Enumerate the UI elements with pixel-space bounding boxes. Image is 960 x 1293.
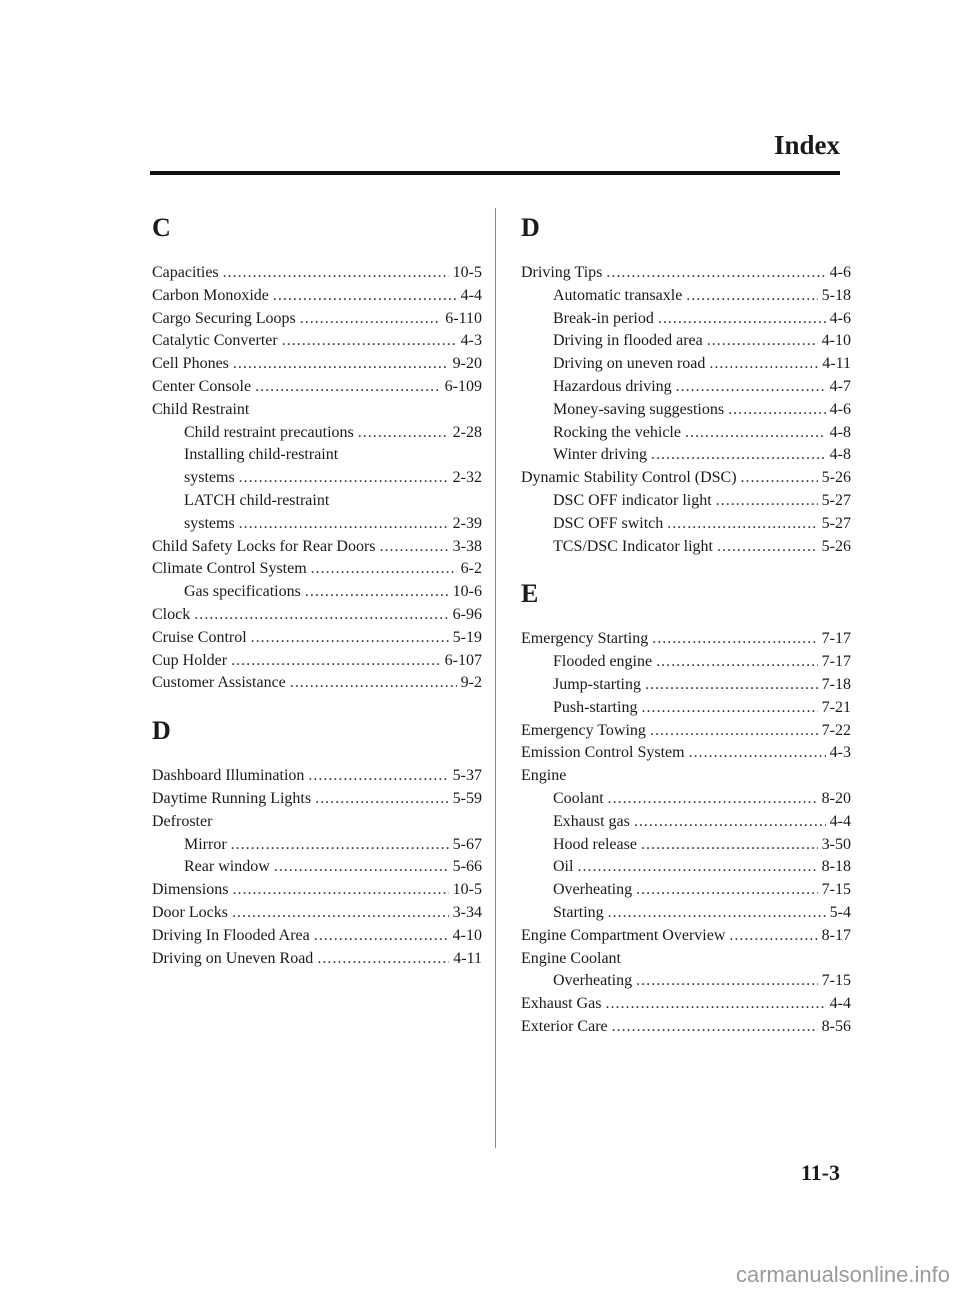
entry-label: Break-in period (553, 309, 654, 327)
dot-leader (380, 536, 449, 559)
entry-label: Dynamic Stability Control (DSC) (521, 469, 737, 487)
section-letter: D (152, 716, 171, 746)
entry-label: Daytime Running Lights (152, 789, 312, 807)
entry-page-ref: 4-10 (452, 926, 482, 944)
entry-label: Money-saving suggestions (553, 400, 725, 418)
entry-label: Defroster (152, 812, 213, 830)
index-entry (521, 948, 851, 971)
entry-label: Child Restraint (152, 400, 250, 418)
entry-label: Catalytic Converter (152, 332, 278, 350)
entry-label: Clock (152, 605, 191, 623)
index-entry (152, 262, 482, 285)
index-subentry (521, 513, 851, 536)
index-entry (521, 262, 851, 285)
entry-label: DSC OFF indicator light (553, 491, 712, 509)
entry-page-ref: 2-28 (452, 423, 482, 441)
index-entry (152, 925, 482, 948)
index-section-d (152, 715, 482, 970)
dot-leader (716, 490, 818, 513)
entry-label: Overheating (553, 972, 633, 990)
index-subentry (152, 444, 482, 467)
index-subentry (521, 444, 851, 467)
entry-page-ref: 7-17 (821, 653, 851, 671)
index-entry (521, 765, 851, 788)
entry-page-ref: 4-4 (460, 286, 482, 304)
entry-page-ref: 5-18 (821, 286, 851, 304)
index-entry (521, 993, 851, 1016)
index-entry (152, 672, 482, 695)
index-entry (152, 558, 482, 581)
dot-leader (273, 285, 457, 308)
entry-page-ref: 4-10 (821, 332, 851, 350)
index-column-right (521, 212, 851, 1039)
dot-leader (641, 834, 818, 857)
dot-leader (605, 993, 825, 1016)
entry-page-ref: 5-67 (452, 835, 482, 853)
dot-leader (251, 627, 449, 650)
index-entry (152, 902, 482, 925)
index-subentry (521, 834, 851, 857)
dot-leader (194, 604, 448, 627)
index-section-c (152, 212, 482, 695)
dot-leader (300, 308, 442, 331)
entry-page-ref: 5-59 (452, 789, 482, 807)
index-subentry (521, 970, 851, 993)
entry-page-ref: 6-109 (444, 377, 482, 395)
index-subentry (521, 330, 851, 353)
dot-leader (305, 581, 449, 604)
dot-leader (608, 902, 826, 925)
entry-page-ref: 7-17 (821, 630, 851, 648)
entry-page-ref: 4-8 (829, 446, 851, 464)
entry-page-ref: 10-5 (452, 881, 482, 899)
section-letter: D (521, 213, 540, 242)
entry-label: Cup Holder (152, 651, 228, 669)
entry-label: Engine Coolant (521, 949, 621, 967)
entry-label: Door Locks (152, 903, 228, 921)
entry-label: Child Safety Locks for Rear Doors (152, 537, 376, 555)
entry-page-ref: 4-11 (822, 355, 851, 373)
section-letter: C (152, 213, 171, 242)
index-subentry (521, 285, 851, 308)
entry-label: Capacities (152, 264, 219, 281)
dot-leader (317, 948, 449, 971)
dot-leader (274, 856, 449, 879)
dot-leader (650, 720, 818, 743)
entry-label: Engine Compartment Overview (521, 926, 726, 944)
index-entry (152, 788, 482, 811)
dot-leader (741, 467, 818, 490)
entry-page-ref: 7-21 (821, 698, 851, 716)
dot-leader (636, 970, 818, 993)
entry-label: Winter driving (553, 446, 647, 464)
entry-label: Cargo Securing Loops (152, 309, 296, 327)
index-subentry (521, 651, 851, 674)
entry-page-ref: 5-4 (829, 903, 851, 921)
entry-label: Child restraint precautions (184, 423, 354, 441)
dot-leader (685, 422, 826, 445)
entry-page-ref: 4-4 (829, 812, 851, 830)
dot-leader (282, 330, 457, 353)
dot-leader (239, 513, 449, 536)
index-subentry (152, 422, 482, 445)
dot-leader (608, 788, 818, 811)
entry-label: Engine (521, 767, 567, 785)
entry-page-ref: 2-32 (452, 469, 482, 487)
entry-label: DSC OFF switch (553, 514, 664, 532)
entry-label: Cruise Control (152, 628, 247, 646)
entry-label: Driving In Flooded Area (152, 926, 310, 944)
entry-label: Driving in flooded area (553, 332, 703, 350)
dot-leader (239, 467, 449, 490)
entry-label: Customer Assistance (152, 674, 286, 692)
entry-label: Overheating (553, 881, 633, 899)
index-entry (152, 879, 482, 902)
dot-leader (606, 262, 825, 285)
entry-page-ref: 4-6 (829, 264, 851, 281)
dot-leader (314, 925, 449, 948)
index-entry (152, 399, 482, 422)
entry-label: Center Console (152, 377, 252, 395)
column-divider (495, 208, 496, 1148)
entry-page-ref: 4-4 (829, 995, 851, 1013)
index-subentry (521, 879, 851, 902)
entry-page-ref: 8-17 (821, 926, 851, 944)
entry-label: Emergency Towing (521, 721, 646, 739)
index-subentry (521, 902, 851, 925)
index-entry (521, 925, 851, 948)
entry-page-ref: 5-19 (452, 628, 482, 646)
dot-leader (676, 376, 826, 399)
entry-label: Oil (553, 858, 574, 876)
index-entry (152, 330, 482, 353)
index-entry (521, 742, 851, 765)
entry-page-ref: 10-5 (452, 264, 482, 281)
entry-page-ref: 9-2 (460, 674, 482, 692)
dot-leader (315, 788, 449, 811)
entry-page-ref: 5-27 (821, 514, 851, 532)
dot-leader (612, 1016, 818, 1039)
dot-leader (645, 674, 818, 697)
dot-leader (689, 742, 826, 765)
index-section-e (521, 578, 851, 1038)
index-entry (152, 308, 482, 331)
index-subentry (521, 490, 851, 513)
index-subentry (521, 308, 851, 331)
entry-label: Emergency Starting (521, 630, 649, 648)
dot-leader (658, 308, 826, 331)
dot-leader (255, 376, 441, 399)
page-number: 11-3 (800, 1160, 840, 1185)
index-subentry (521, 422, 851, 445)
entry-page-ref: 4-7 (829, 377, 851, 395)
entry-label: Driving on uneven road (553, 355, 706, 373)
dot-leader (717, 536, 818, 559)
dot-leader (729, 925, 817, 948)
index-entry (521, 720, 851, 743)
index-entry (521, 1016, 851, 1039)
index-subentry (152, 490, 482, 513)
entry-page-ref: 5-37 (452, 767, 482, 785)
dot-leader (232, 902, 449, 925)
index-entry (152, 811, 482, 834)
entry-label: Dashboard Illumination (152, 767, 305, 785)
index-entry (152, 627, 482, 650)
entry-page-ref: 5-27 (821, 491, 851, 509)
entry-label: Emission Control System (521, 744, 685, 762)
entry-page-ref: 6-107 (444, 651, 482, 669)
entry-label: Driving on Uneven Road (152, 949, 314, 967)
entry-page-ref: 8-20 (821, 789, 851, 807)
entry-label: Exhaust Gas (521, 995, 602, 1013)
dot-leader (636, 879, 818, 902)
entry-page-ref: 6-110 (445, 309, 482, 327)
entry-label: Coolant (553, 789, 604, 807)
entry-page-ref: 3-50 (821, 835, 851, 853)
page-header-title: Index (773, 130, 840, 160)
dot-leader (641, 697, 817, 720)
index-entry (521, 628, 851, 651)
section-letter: E (521, 579, 539, 609)
entry-label: Gas specifications (184, 583, 301, 601)
index-entry (152, 353, 482, 376)
index-entry (152, 604, 482, 627)
entry-page-ref: 5-26 (821, 469, 851, 487)
index-subentry (152, 513, 482, 536)
index-subentry (521, 353, 851, 376)
index-subentry (521, 697, 851, 720)
index-entry (152, 765, 482, 788)
dot-leader (311, 558, 457, 581)
index-subentry (152, 834, 482, 857)
entry-page-ref: 4-3 (460, 332, 482, 350)
entry-label: Climate Control System (152, 560, 307, 578)
dot-leader (634, 811, 826, 834)
index-subentry (521, 674, 851, 697)
dot-leader (707, 330, 818, 353)
dot-leader (709, 353, 818, 376)
dot-leader (651, 444, 826, 467)
dot-leader (728, 399, 826, 422)
dot-leader (223, 262, 449, 285)
index-subentry (152, 856, 482, 879)
index-subentry (521, 376, 851, 399)
index-entry (152, 285, 482, 308)
entry-label: LATCH child-restraint (184, 491, 330, 509)
entry-page-ref: 7-18 (821, 675, 851, 693)
index-column-left (152, 212, 482, 970)
entry-label: Automatic transaxle (553, 286, 683, 304)
entry-page-ref: 7-15 (821, 972, 851, 990)
dot-leader (308, 765, 448, 788)
entry-page-ref: 4-3 (829, 744, 851, 762)
entry-label: Jump-starting (553, 675, 641, 693)
header-rule (150, 171, 840, 175)
index-entry (521, 467, 851, 490)
entry-page-ref: 8-18 (821, 858, 851, 876)
entry-label: Hood release (553, 835, 637, 853)
dot-leader (358, 422, 449, 445)
dot-leader (577, 856, 817, 879)
dot-leader (232, 879, 448, 902)
entry-label: Cell Phones (152, 355, 229, 373)
dot-leader (290, 672, 457, 695)
entry-label: Exhaust gas (553, 812, 630, 830)
entry-page-ref: 2-39 (452, 514, 482, 532)
entry-page-ref: 4-6 (829, 309, 851, 327)
dot-leader (231, 834, 449, 857)
entry-label: Rear window (184, 858, 270, 876)
entry-label: Push-starting (553, 698, 638, 716)
index-entry (152, 650, 482, 673)
entry-label: Driving Tips (521, 264, 603, 281)
entry-label: Exterior Care (521, 1017, 608, 1035)
dot-leader (652, 628, 817, 651)
entry-label: systems (184, 514, 235, 532)
entry-label: Rocking the vehicle (553, 423, 681, 441)
index-entry (152, 376, 482, 399)
entry-label: Dimensions (152, 881, 229, 899)
entry-label: Carbon Monoxide (152, 286, 269, 304)
entry-page-ref: 8-56 (821, 1017, 851, 1035)
entry-page-ref: 10-6 (452, 583, 482, 601)
entry-page-ref: 9-20 (452, 355, 482, 373)
dot-leader (667, 513, 817, 536)
index-subentry (521, 811, 851, 834)
index-entry (152, 948, 482, 971)
entry-page-ref: 5-66 (452, 858, 482, 876)
entry-page-ref: 4-8 (829, 423, 851, 441)
dot-leader (656, 651, 818, 674)
entry-label: Starting (553, 903, 604, 921)
entry-label: TCS/DSC Indicator light (553, 537, 713, 555)
entry-page-ref: 5-26 (821, 537, 851, 555)
index-subentry (521, 856, 851, 879)
entry-label: Hazardous driving (553, 377, 672, 395)
entry-label: Mirror (184, 835, 227, 853)
entry-label: Flooded engine (553, 653, 653, 671)
entry-page-ref: 3-34 (452, 903, 482, 921)
entry-page-ref: 4-11 (453, 949, 482, 967)
entry-label: systems (184, 469, 235, 487)
entry-page-ref: 6-96 (452, 605, 482, 623)
entry-page-ref: 4-6 (829, 400, 851, 418)
dot-leader (233, 353, 449, 376)
entry-page-ref: 3-38 (452, 537, 482, 555)
index-subentry (152, 467, 482, 490)
entry-page-ref: 7-22 (821, 721, 851, 739)
dot-leader (686, 285, 817, 308)
index-subentry (521, 399, 851, 422)
entry-label: Installing child-restraint (184, 446, 339, 464)
index-section-d (521, 212, 851, 558)
dot-leader (231, 650, 441, 673)
watermark: carmanualsonline.info (735, 1262, 950, 1287)
index-subentry (521, 536, 851, 559)
index-entry (152, 536, 482, 559)
entry-page-ref: 7-15 (821, 881, 851, 899)
index-subentry (521, 788, 851, 811)
entry-page-ref: 6-2 (460, 560, 482, 578)
index-subentry (152, 581, 482, 604)
